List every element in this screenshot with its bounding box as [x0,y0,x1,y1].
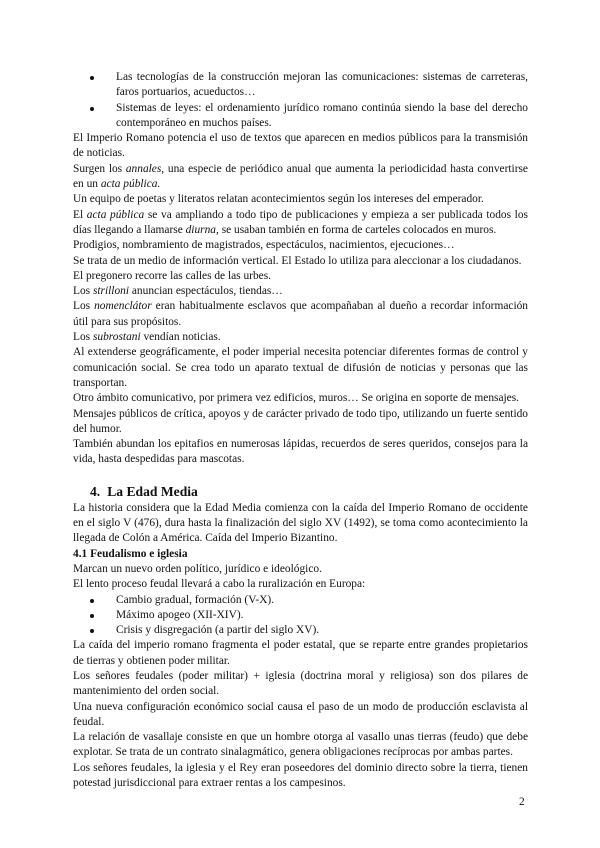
paragraph: La relación de vasallaje consiste en que un hombre otorga al vasallo unas tierras (feudo) que debe explotar. Se trata de un contrato sinalagmático, genera obligaciones recíprocas por ambas partes. [73,731,528,759]
text-run: vendían noticias. [140,331,221,344]
text-run: se va ampliando a todo tipo de publicaciones y empieza a ser publicada todos los días llegando a llamarse [73,208,528,236]
italic-term: diurna [185,223,216,236]
page-number: 2 [519,796,525,808]
text-run: Un equipo de poetas y literatos relatan acontecimientos según los intereses del emperador. [73,193,484,206]
text-run: Al extenderse geográficamente, el poder imperial necesita potenciar diferentes formas de control y comunicación social. Se crea todo un aparato textual de difusión de noticias y personas que las transportan. [73,346,528,389]
italic-term: strilloni [92,285,130,298]
paragraph: Los señores feudales (poder militar) + iglesia (doctrina moral y religiosa) son dos pilares de mantenimiento del orden social. [73,669,528,698]
paragraph: El lento proceso feudal llevará a cabo la ruralización en Europa: [73,578,366,591]
bullet-item: Crisis y disgregación (a partir del siglo XV). [116,623,528,638]
paragraph [73,330,528,345]
text-run: También abundan los epitafios en numerosas lápidas, recuerdos de seres queridos, consejos para la vida, hasta despedidas para mascotas. [73,438,528,466]
roman-paragraphs [73,131,528,468]
paragraph [73,391,528,406]
text-run: El [73,208,87,221]
paragraph: Los señores feudales, la iglesia y el Rey eran poseedores del dominio directo sobre la tierra, tienen potestad jurisdiccional para extraer rentas a los campesinos. [73,761,528,790]
bullet-item: Sistemas de leyes: el ordenamiento jurídico romano continúa siendo la base del derecho contemporáneo en muchos países. [116,101,528,132]
section-intro: La historia considera que la Edad Media comienza con la caída del Imperio Romano de occidente en el siglo V (476), dura hasta la finalización del siglo XV (1492), se toma como acontecimiento la llegada de Colón a América. Caída del Imperio Bizantino. [73,501,528,545]
section-heading [90,483,528,500]
bullet-item: Máximo apogeo (XII-XIV). [116,608,528,623]
text-run: , se usaban también en forma de carteles colocados en muros. [216,223,497,236]
document-body [73,70,528,791]
italic-term: acta pública. [100,178,161,191]
paragraph: Marcan un nuevo orden político, jurídico e ideológico. [73,562,322,575]
section-title: La Edad Media [107,483,198,499]
paragraph [73,208,528,239]
paragraph [73,254,528,269]
subsection-heading: 4.1 Feudalismo e iglesia [73,547,188,560]
paragraph [73,299,528,330]
text-run: eran habitualmente esclavos que acompañaban al dueño a recordar información útil para sus propósitos. [73,300,529,328]
italic-term: annales, [125,162,165,175]
bullet-item: Cambio gradual, formación (V-X). [116,593,528,608]
italic-term: nomenclátor [94,300,152,313]
bullet-list-feudal-phases [73,593,528,639]
subsection-paragraphs-a [73,562,528,593]
subsection-paragraphs-b [73,638,528,791]
text-run: Los [73,285,93,298]
paragraph [73,437,528,468]
text-run: El pregonero recorre las calles de las urbes. [73,269,271,282]
text-run: Mensajes públicos de crítica, apoyos y de carácter privado de todo tipo, utilizando un fuerte sentido del humor. [73,407,528,435]
paragraph [73,269,528,284]
bullet-item: Las tecnologías de la construcción mejoran las comunicaciones: sistemas de carreteras, faros portuarios, acueductos… [116,70,528,101]
text-run: Otro ámbito comunicativo, por primera vez edificios, muros… Se origina en soporte de mensajes. [73,392,520,405]
paragraph [73,407,528,438]
paragraph [73,345,528,391]
text-run: Prodigios, nombramiento de magistrados, espectáculos, nacimientos, ejecuciones… [73,239,455,252]
italic-term: acta pública [86,208,145,221]
paragraph [73,284,528,299]
text-run: una especie de periódico anual que aumenta la periodicidad hasta convertirse en un [73,162,528,191]
text-run: El Imperio Romano potencia el uso de textos que aparecen en medios públicos para la transmisión de noticias. [73,132,528,160]
paragraph [73,131,528,162]
text-run: Los [73,300,95,313]
paragraph [73,192,528,207]
text-run: anuncian espectáculos, tiendas… [129,285,283,298]
italic-term: subrostani [92,331,141,344]
paragraph [73,162,528,193]
text-run: Los [73,331,93,344]
paragraph: La caída del imperio romano fragmenta el poder estatal, que se reparte entre grandes propietarios de tierras y obtienen poder militar. [73,639,528,667]
text-run: Surgen los [73,162,126,175]
paragraph: Una nueva configuración económico social causa el paso de un modo de producción esclavista al feudal. [73,700,528,728]
bullet-list-roman-legacy [73,70,528,131]
paragraph [73,238,528,253]
section-number: 4. [90,483,101,499]
text-run: Se trata de un medio de información vertical. El Estado lo utiliza para aleccionar a los ciudadanos. [73,254,522,267]
